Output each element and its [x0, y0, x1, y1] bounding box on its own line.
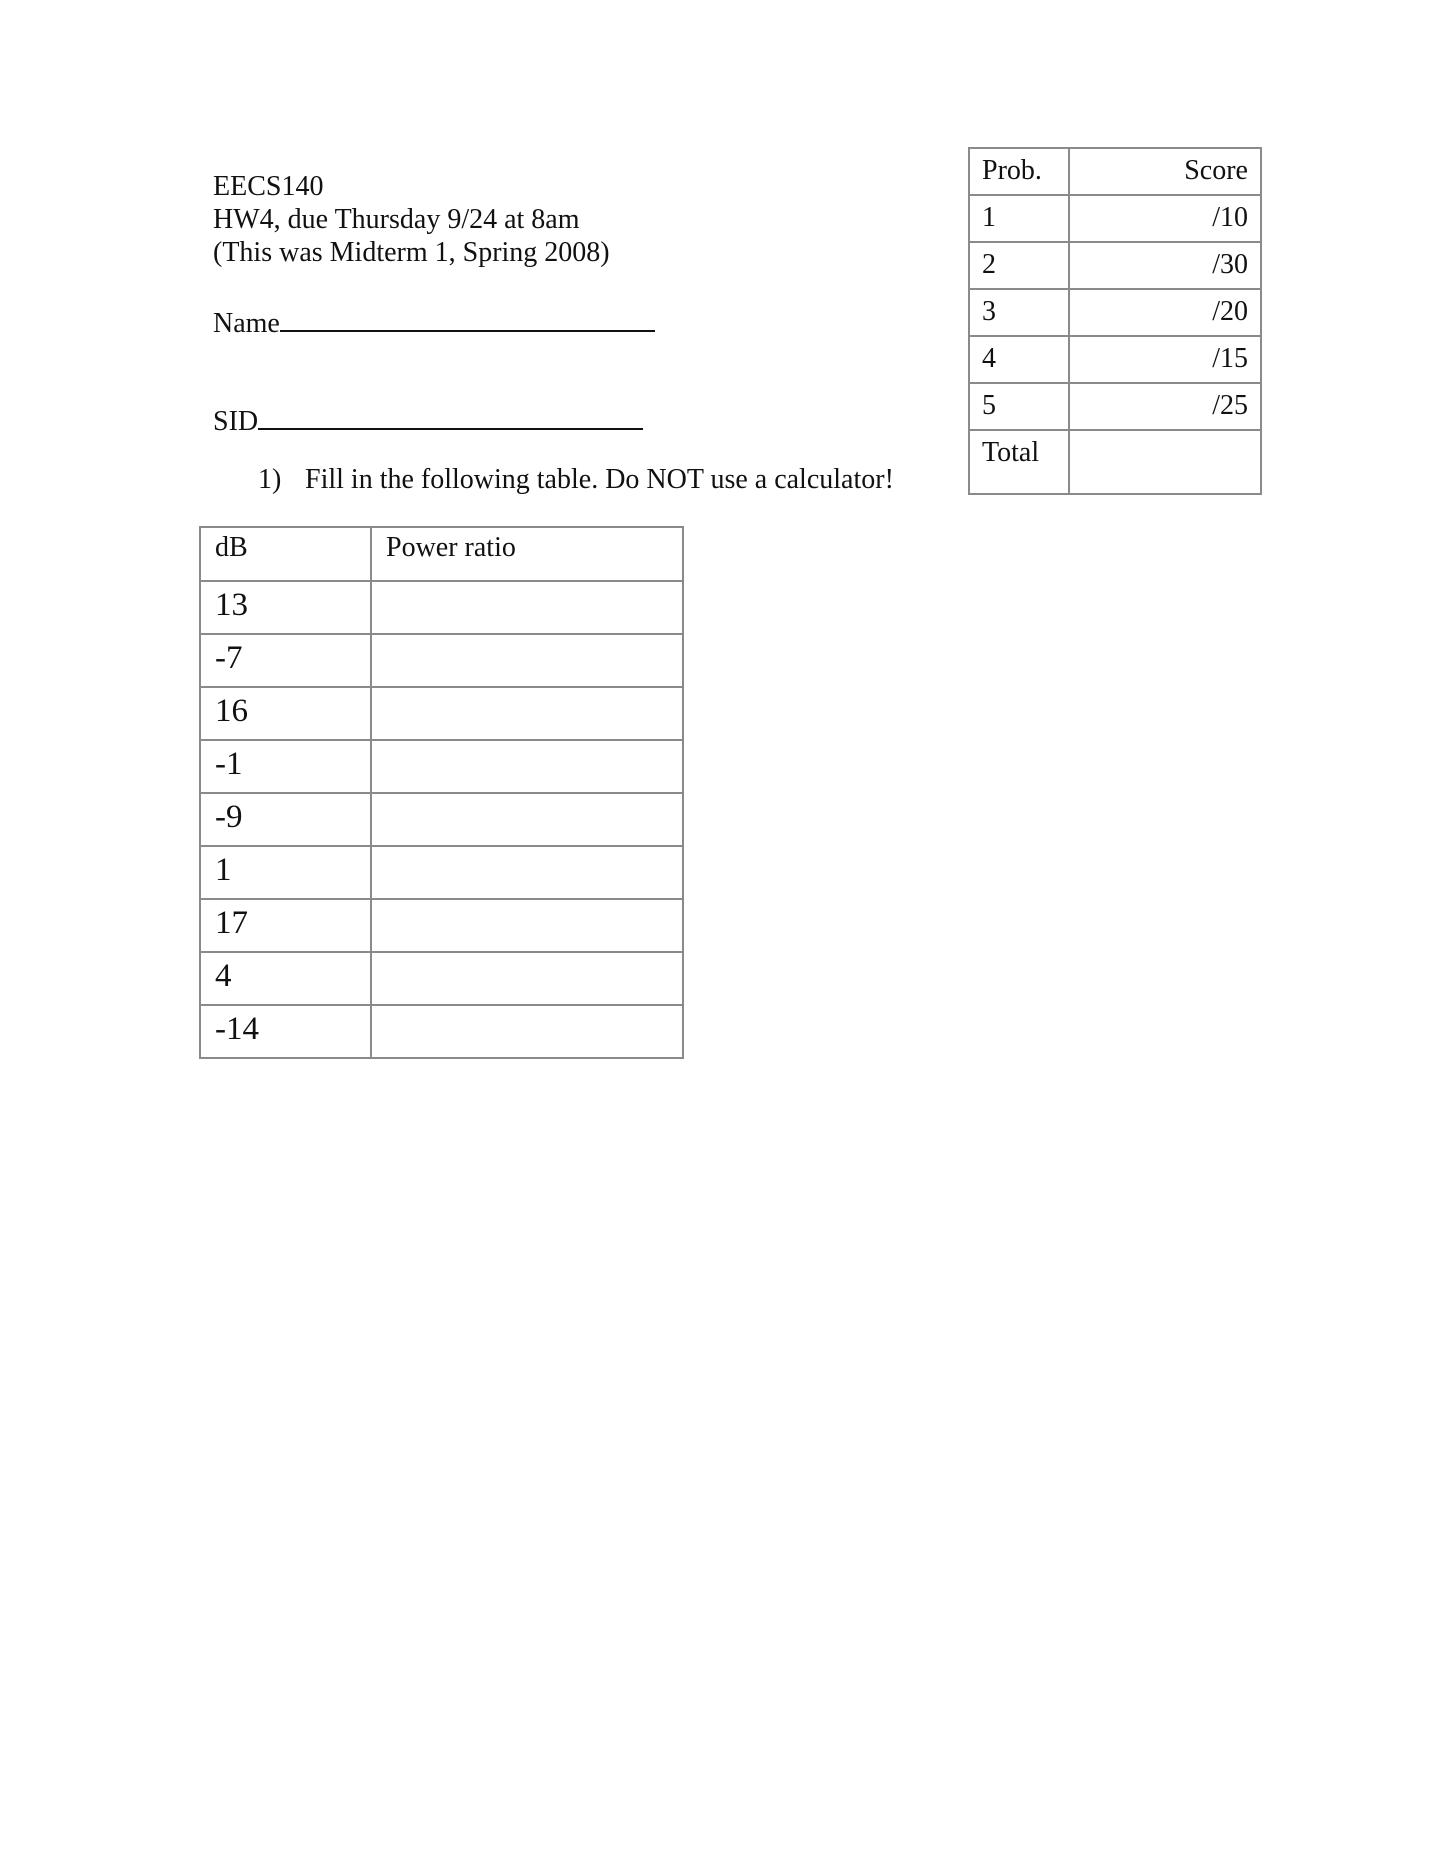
score-row-score[interactable]: /10: [1069, 195, 1261, 242]
db-row: [200, 740, 683, 793]
db-row: [200, 687, 683, 740]
db-value: 17: [200, 899, 371, 952]
score-row-prob: 4: [969, 336, 1069, 383]
score-table: [968, 147, 1262, 495]
power-ratio-cell[interactable]: [371, 740, 683, 793]
db-row: [200, 1005, 683, 1058]
score-total-row: [969, 430, 1261, 494]
db-table: [199, 526, 684, 1059]
db-value: -9: [200, 793, 371, 846]
sid-field[interactable]: [213, 400, 643, 438]
score-row: [969, 383, 1261, 430]
score-row: [969, 242, 1261, 289]
score-row-score[interactable]: /15: [1069, 336, 1261, 383]
db-row: [200, 581, 683, 634]
name-label: Name: [213, 308, 280, 339]
score-row: [969, 195, 1261, 242]
db-table-header: [200, 527, 683, 581]
question-1: [258, 464, 894, 496]
sid-label: SID: [213, 406, 259, 437]
power-ratio-cell[interactable]: [371, 899, 683, 952]
db-row: [200, 634, 683, 687]
db-value: 16: [200, 687, 371, 740]
power-ratio-cell[interactable]: [371, 687, 683, 740]
db-value: 1: [200, 846, 371, 899]
power-ratio-header: Power ratio: [371, 527, 683, 581]
name-blank[interactable]: [280, 302, 655, 332]
power-ratio-cell[interactable]: [371, 581, 683, 634]
db-row: [200, 846, 683, 899]
document-header: [213, 170, 610, 269]
db-row: [200, 952, 683, 1005]
power-ratio-cell[interactable]: [371, 952, 683, 1005]
db-value: 13: [200, 581, 371, 634]
db-header: dB: [200, 527, 371, 581]
assignment-note: (This was Midterm 1, Spring 2008): [213, 237, 610, 268]
db-value: -14: [200, 1005, 371, 1058]
db-row: [200, 899, 683, 952]
score-total-label: Total: [969, 430, 1069, 494]
db-value: -1: [200, 740, 371, 793]
score-header-score: Score: [1069, 148, 1261, 195]
question-number: 1): [258, 464, 282, 495]
score-row-prob: 2: [969, 242, 1069, 289]
course-title: EECS140: [213, 171, 324, 202]
score-row-prob: 1: [969, 195, 1069, 242]
power-ratio-cell[interactable]: [371, 1005, 683, 1058]
power-ratio-cell[interactable]: [371, 793, 683, 846]
score-row-prob: 5: [969, 383, 1069, 430]
score-row-score[interactable]: /30: [1069, 242, 1261, 289]
name-field[interactable]: [213, 302, 655, 340]
score-row-score[interactable]: /20: [1069, 289, 1261, 336]
score-row-score[interactable]: /25: [1069, 383, 1261, 430]
score-row: [969, 289, 1261, 336]
db-row: [200, 793, 683, 846]
db-value: 4: [200, 952, 371, 1005]
power-ratio-cell[interactable]: [371, 634, 683, 687]
power-ratio-cell[interactable]: [371, 846, 683, 899]
score-row-prob: 3: [969, 289, 1069, 336]
question-text: Fill in the following table. Do NOT use a calculator!: [305, 464, 894, 495]
db-value: -7: [200, 634, 371, 687]
score-table-header: [969, 148, 1261, 195]
score-total-value[interactable]: [1069, 430, 1261, 494]
score-row: [969, 336, 1261, 383]
assignment-title: HW4, due Thursday 9/24 at 8am: [213, 204, 580, 235]
score-header-prob: Prob.: [969, 148, 1069, 195]
sid-blank[interactable]: [258, 400, 643, 430]
